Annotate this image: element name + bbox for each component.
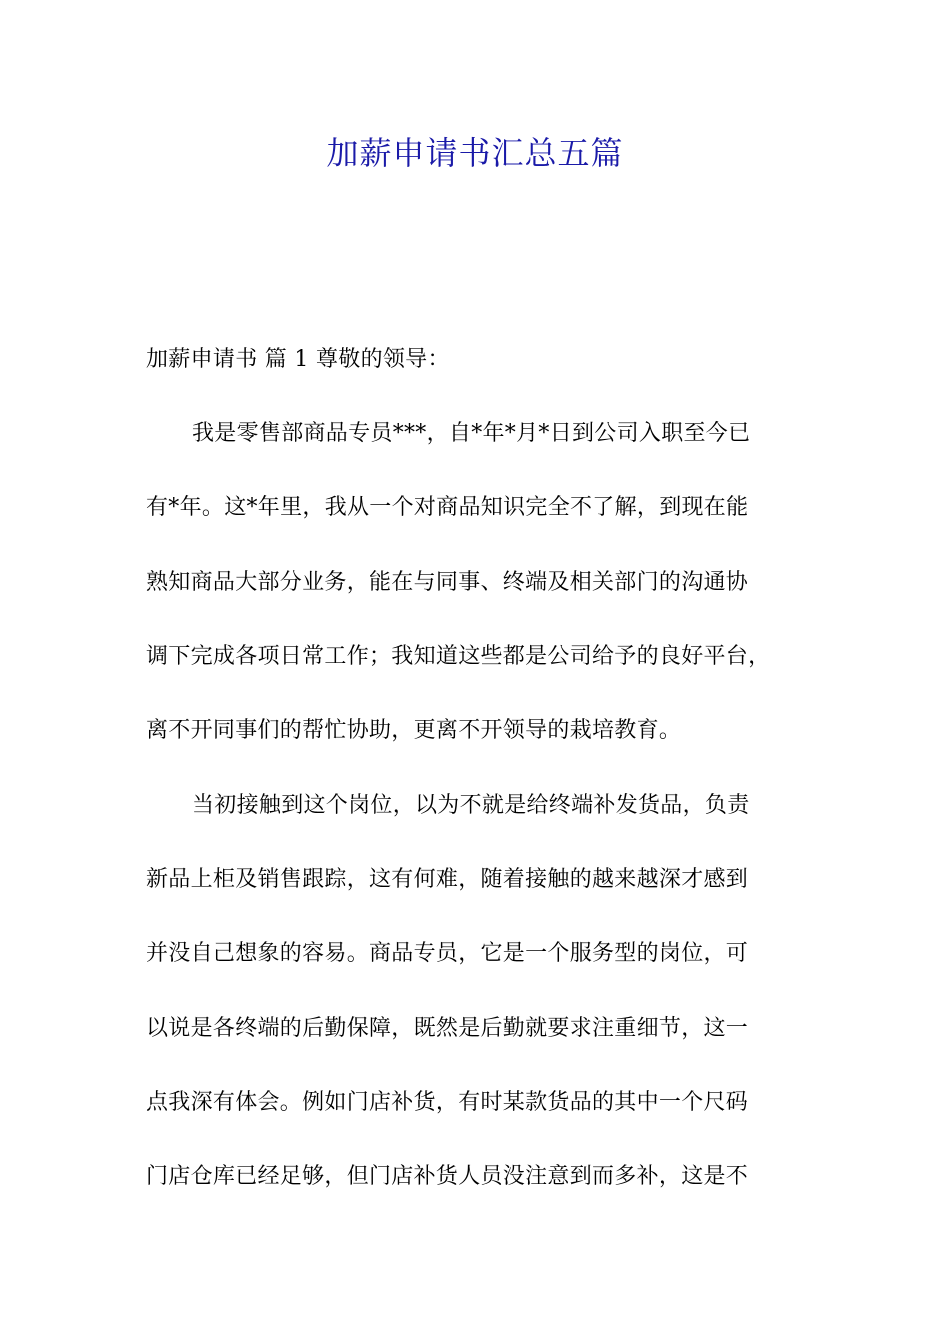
paragraph-line: 门店仓库已经足够，但门店补货人员没注意到而多补，这是不 — [146, 1164, 749, 1189]
paragraph-line: 有*年。这*年里，我从一个对商品知识完全不了解，到现在能 — [146, 495, 749, 520]
paragraph-line: 新品上柜及销售跟踪，这有何难，随着接触的越来越深才感到 — [146, 867, 749, 892]
paragraph-line: 点我深有体会。例如门店补货，有时某款货品的其中一个尺码 — [146, 1090, 749, 1115]
document-title: 加薪申请书汇总五篇 — [326, 134, 624, 172]
paragraph-line: 熟知商品大部分业务，能在与同事、终端及相关部门的沟通协 — [146, 570, 749, 595]
paragraph-line: 我是零售部商品专员***，自*年*月*日到公司入职至今已 — [192, 421, 751, 446]
salutation-line: 加薪申请书 篇 1 尊敬的领导： — [146, 347, 450, 372]
paragraph-line: 离不开同事们的帮忙协助，更离不开领导的栽培教育。 — [146, 718, 682, 743]
paragraph-line: 并没自己想象的容易。商品专员，它是一个服务型的岗位，可 — [146, 941, 749, 966]
paragraph-line: 当初接触到这个岗位，以为不就是给终端补发货品，负责 — [192, 793, 750, 818]
paragraph-line: 以说是各终端的后勤保障，既然是后勤就要求注重细节，这一 — [146, 1016, 749, 1041]
paragraph-line: 调下完成各项日常工作；我知道这些都是公司给予的良好平台， — [146, 644, 771, 669]
